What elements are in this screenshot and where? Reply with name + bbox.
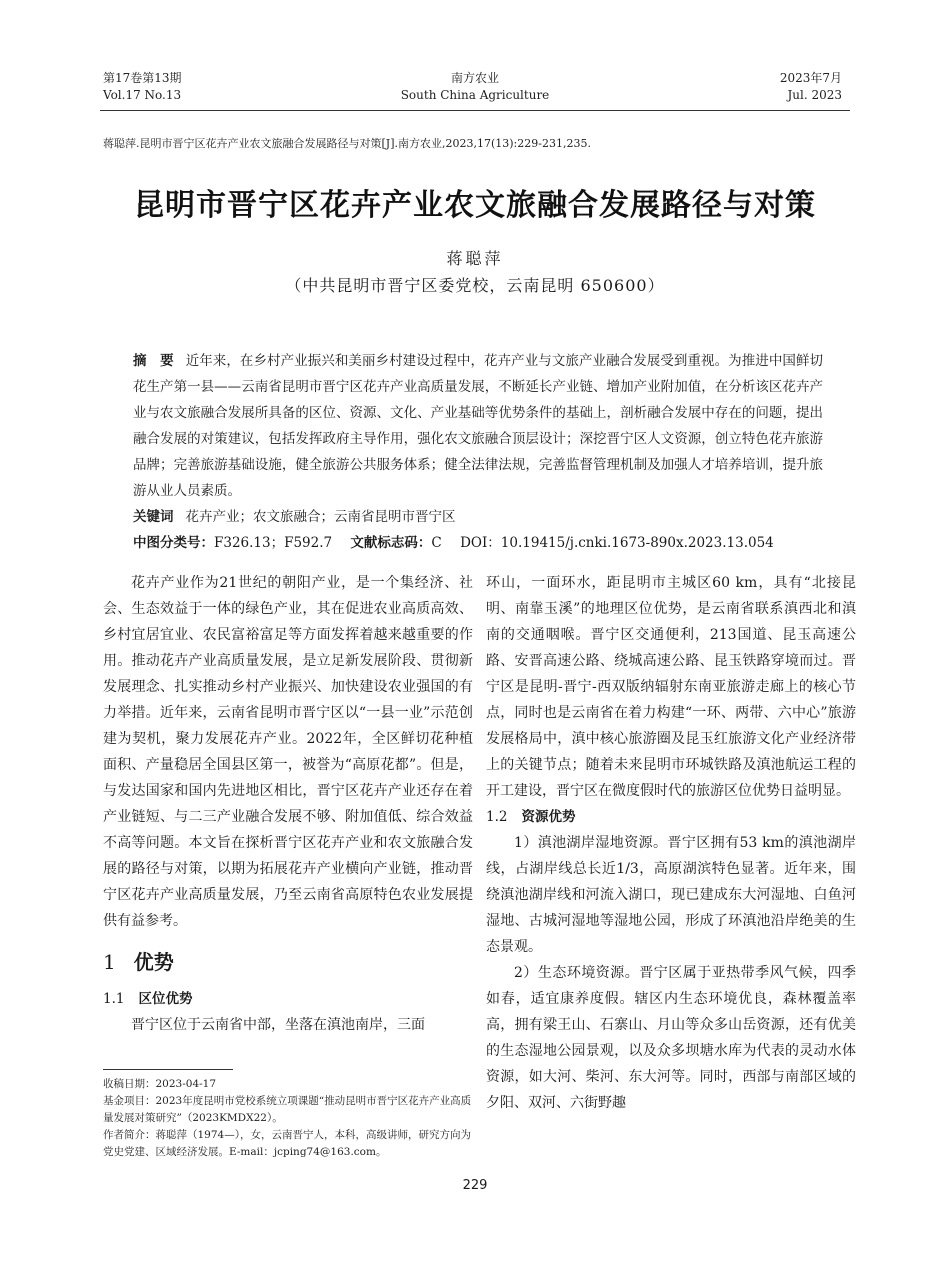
citation-line: 蒋聪萍.昆明市晋宁区花卉产业农文旅融合发展路径与对策[J].南方农业,2023,17(13):229-231,235.	[103, 137, 591, 150]
wetland-paragraph: 1）滇池湖岸湿地资源。晋宁区拥有53 km的滇池湖岸线，占湖岸线总长近1/3，高原湖滨特色显著。近年来，围绕滇池湖岸线和河流入湖口，现已建成东大河湿地、白鱼河湿地、古城河湿地等湿地公园，形成了环滇池沿岸绝美的生态景观。	[486, 835, 856, 955]
location-paragraph-start: 晋宁区位于云南省中部，坐落在滇池南岸，三面	[131, 1017, 425, 1033]
fund-info: 基金项目：2023年度昆明市党校系统立项课题“推动昆明市晋宁区花卉产业高质量发展对策研究”（2023KMDX22）。	[103, 1095, 472, 1124]
doi-value: 10.19415/j.cnki.1673-890x.2023.13.054	[500, 535, 774, 551]
page-number: 229	[462, 1178, 488, 1193]
body-right-column	[486, 570, 856, 1116]
date-cn: 2023年7月	[779, 71, 842, 85]
footnotes	[103, 1076, 473, 1161]
footnote-rule	[103, 1069, 233, 1070]
issue-en: Vol.17 No.13	[103, 88, 182, 102]
date-en: Jul. 2023	[787, 88, 842, 102]
abstract-paragraph	[133, 348, 823, 504]
abstract-text: 近年来，在乡村产业振兴和美丽乡村建设过程中，花卉产业与文旅产业融合发展受到重视。为推进中国鲜切花生产第一县——云南省昆明市晋宁区花卉产业高质量发展，不断延长产业链、增加产业附加值，在分析该区花卉产业与农文旅融合发展所具备的区位、资源、文化、产业基础等优势条件的基础上，剖析融合发展中存在的问题，提出融合发展的对策建议，包括发挥政府主导作用，强化农文旅融合顶层设计；深挖晋宁区人文资源，创立特色花卉旅游品牌；完善旅游基础设施，健全旅游公共服务体系；健全法律法规，完善监督管理机制及加强人才培养培训，提升旅游从业人员素质。	[133, 353, 824, 499]
body-left-column	[103, 570, 473, 1038]
clc-label: 中图分类号：	[133, 535, 214, 551]
section-1-2-title: 资源优势	[521, 809, 576, 825]
section-1-number: 1	[103, 950, 116, 974]
abstract-label: 摘 要	[133, 353, 174, 369]
section-1-heading	[103, 944, 473, 980]
abstract-block	[133, 348, 823, 556]
issue-cn: 第17卷第13期	[103, 71, 182, 85]
clc-value: F326.13；F592.7	[214, 535, 333, 551]
keywords-text: 花卉产业；农文旅融合；云南省昆明市晋宁区	[185, 509, 456, 525]
author-bio: 作者简介：蒋聪萍（1974—），女，云南晋宁人，本科，高级讲师，研究方向为党史党建、区域经济发展。E-mail：jcping74@163.com。	[103, 1129, 471, 1158]
classification-line	[133, 530, 823, 556]
section-1-1-number: 1.1	[103, 991, 125, 1007]
doccode-value: C	[431, 535, 442, 551]
author-affiliation: （中共昆明市晋宁区委党校，云南昆明 650600）	[285, 276, 665, 295]
keywords-label: 关键词	[133, 509, 174, 525]
header-rule	[100, 110, 850, 111]
location-paragraph-cont: 环山，一面环水，距昆明市主城区60 km，具有“北接昆明、南靠玉溪”的地理区位优势，是云南省联系滇西北和滇南的交通咽喉。晋宁区交通便利，213国道、昆玉高速公路、安晋高速公路、绕城高速公路、昆玉铁路穿境而过。晋宁区是昆明-晋宁-西双版纳辐射东南亚旅游走廊上的核心节点，同时也是云南省在着力构建“一环、两带、六中心”旅游发展格局中，滇中核心旅游圈及昆玉红旅游文化产业经济带上的关键节点；随着未来昆明市环城铁路及滇池航运工程的开工建设，晋宁区在微度假时代的旅游区位优势日益明显。	[486, 575, 856, 799]
section-1-title: 优势	[133, 950, 174, 974]
section-1-2-number: 1.2	[486, 809, 508, 825]
intro-paragraph: 花卉产业作为21世纪的朝阳产业，是一个集经济、社会、生态效益于一体的绿色产业，其在促进农业高质高效、乡村宜居宜业、农民富裕富足等方面发挥着越来越重要的作用。推动花卉产业高质量发展，是立足新发展阶段、贯彻新发展理念、扎实推动乡村产业振兴、加快建设农业强国的有力举措。近年来，云南省昆明市晋宁区以“一县一业”示范创建为契机，聚力发展花卉产业。2022年，全区鲜切花种植面积、产量稳居全国县区第一，被誉为“高原花都”。但是，与发达国家和国内先进地区相比，晋宁区花卉产业还存在着产业链短、与二三产业融合发展不够、附加值低、综合效益不高等问题。本文旨在探析晋宁区花卉产业和农文旅融合发展的路径与对策，以期为拓展花卉产业横向产业链，推动晋宁区花卉产业高质量发展，乃至云南省高原特色农业发展提供有益参考。	[103, 575, 473, 929]
keywords-line	[133, 504, 823, 530]
ecology-paragraph: 2）生态环境资源。晋宁区属于亚热带季风气候，四季如春，适宜康养度假。辖区内生态环境优良，森林覆盖率高，拥有梁王山、石寨山、月山等众多山岳资源，还有优美的生态湿地公园景观，以及众多坝塘水库为代表的灵动水体资源，如大河、柴河、东大河等。同时，西部与南部区域的夕阳、双河、六街野趣	[486, 965, 856, 1111]
paper-title: 昆明市晋宁区花卉产业农文旅融合发展路径与对策	[134, 188, 816, 223]
doccode-label: 文献标志码：	[350, 535, 432, 551]
journal-name-en: South China Agriculture	[400, 88, 550, 102]
section-1-1-heading	[103, 986, 473, 1012]
author-name: 蒋聪萍	[446, 249, 504, 268]
received-date: 收稿日期：2023-04-17	[103, 1078, 217, 1090]
section-1-1-title: 区位优势	[138, 991, 193, 1007]
doi-label: DOI：	[460, 535, 501, 551]
section-1-2-heading	[486, 804, 856, 830]
journal-date-header	[780, 70, 842, 104]
journal-name-cn: 南方农业	[450, 71, 499, 85]
